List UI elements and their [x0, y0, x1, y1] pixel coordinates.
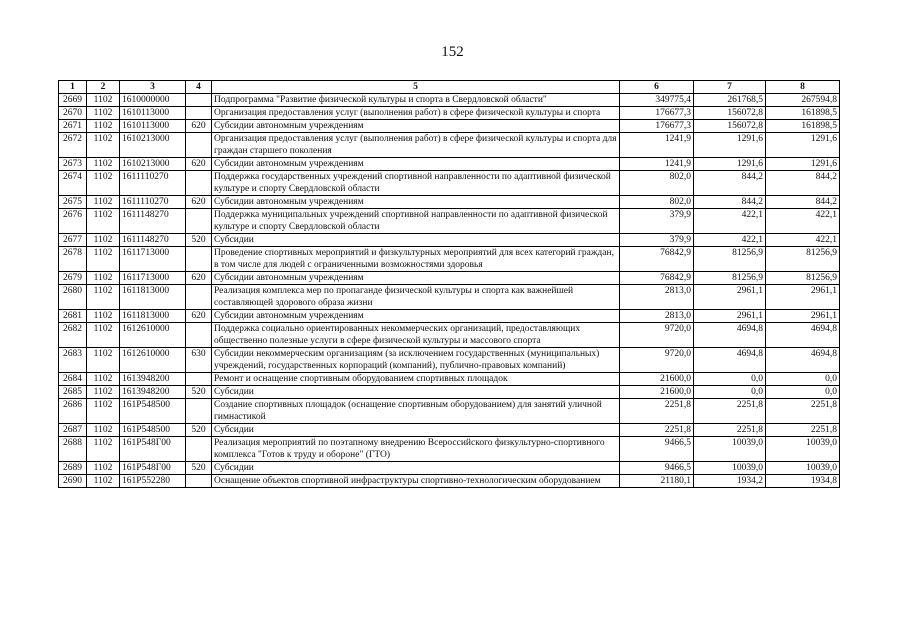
- section-code: 1102: [87, 158, 120, 171]
- item-name: Поддержка муниципальных учреждений спортивной направленности по адаптивной физической культуре и спорту Свердловской области: [212, 209, 620, 234]
- expense-type-code: [186, 209, 212, 234]
- row-number: 2678: [59, 247, 87, 272]
- amount-col-7: 1934,2: [694, 475, 766, 488]
- target-code: 161P548Г00: [120, 462, 186, 475]
- item-name: Организация предоставления услуг (выполнения работ) в сфере физической культуры и спорта для граждан старшего поколения: [212, 133, 620, 158]
- section-code: 1102: [87, 285, 120, 310]
- section-code: 1102: [87, 209, 120, 234]
- amount-col-6: 21180,1: [620, 475, 694, 488]
- table-row: [59, 171, 840, 196]
- item-name: Субсидии: [212, 234, 620, 247]
- amount-col-7: 4694,8: [694, 348, 766, 373]
- target-code: 1610213000: [120, 133, 186, 158]
- amount-col-6: 21600,0: [620, 373, 694, 386]
- amount-col-8: 1291,6: [766, 158, 840, 171]
- section-code: 1102: [87, 171, 120, 196]
- item-name: Субсидии автономным учреждениям: [212, 120, 620, 133]
- row-number: 2686: [59, 399, 87, 424]
- header-col-3: 3: [120, 81, 186, 94]
- amount-col-8: 2251,8: [766, 399, 840, 424]
- target-code: 1611148270: [120, 234, 186, 247]
- amount-col-6: 76842,9: [620, 247, 694, 272]
- amount-col-8: 10039,0: [766, 462, 840, 475]
- amount-col-8: 844,2: [766, 196, 840, 209]
- section-code: 1102: [87, 107, 120, 120]
- target-code: 1613948200: [120, 373, 186, 386]
- target-code: 1613948200: [120, 386, 186, 399]
- amount-col-7: 261768,5: [694, 94, 766, 107]
- amount-col-7: 81256,9: [694, 247, 766, 272]
- amount-col-7: 156072,8: [694, 120, 766, 133]
- amount-col-8: 2251,8: [766, 424, 840, 437]
- table-row: [59, 107, 840, 120]
- section-code: 1102: [87, 94, 120, 107]
- amount-col-6: 176677,3: [620, 120, 694, 133]
- expense-type-code: 630: [186, 348, 212, 373]
- row-number: 2674: [59, 171, 87, 196]
- item-name: Реализация комплекса мер по пропаганде физической культуры и спорта как важнейшей составляющей здорового образа жизни: [212, 285, 620, 310]
- amount-col-7: 2251,8: [694, 424, 766, 437]
- amount-col-7: 156072,8: [694, 107, 766, 120]
- row-number: 2670: [59, 107, 87, 120]
- target-code: 1610113000: [120, 107, 186, 120]
- row-number: 2688: [59, 437, 87, 462]
- amount-col-6: 9720,0: [620, 348, 694, 373]
- amount-col-6: 9466,5: [620, 437, 694, 462]
- header-col-4: 4: [186, 81, 212, 94]
- amount-col-8: 4694,8: [766, 323, 840, 348]
- amount-col-8: 1291,6: [766, 133, 840, 158]
- table-row: [59, 247, 840, 272]
- expense-type-code: [186, 285, 212, 310]
- item-name: Реализация мероприятий по поэтапному внедрению Всероссийского физкультурно-спортивного комплекса "Готов к труду и обороне" (ГТО): [212, 437, 620, 462]
- amount-col-6: 76842,9: [620, 272, 694, 285]
- table-row: [59, 348, 840, 373]
- header-col-6: 6: [620, 81, 694, 94]
- amount-col-8: 161898,5: [766, 120, 840, 133]
- section-code: 1102: [87, 348, 120, 373]
- header-col-5: 5: [212, 81, 620, 94]
- table-row: [59, 399, 840, 424]
- header-col-1: 1: [59, 81, 87, 94]
- table-row: [59, 373, 840, 386]
- table-row: [59, 437, 840, 462]
- section-code: 1102: [87, 323, 120, 348]
- expense-type-code: [186, 323, 212, 348]
- section-code: 1102: [87, 196, 120, 209]
- expense-type-code: 620: [186, 196, 212, 209]
- amount-col-6: 9720,0: [620, 323, 694, 348]
- target-code: 1610213000: [120, 158, 186, 171]
- row-number: 2682: [59, 323, 87, 348]
- amount-col-6: 379,9: [620, 209, 694, 234]
- section-code: 1102: [87, 424, 120, 437]
- expense-type-code: [186, 107, 212, 120]
- section-code: 1102: [87, 386, 120, 399]
- row-number: 2676: [59, 209, 87, 234]
- table-row: [59, 285, 840, 310]
- target-code: 1612610000: [120, 323, 186, 348]
- item-name: Создание спортивных площадок (оснащение спортивным оборудованием) для занятий уличной гимнастикой: [212, 399, 620, 424]
- section-code: 1102: [87, 373, 120, 386]
- table-row: [59, 133, 840, 158]
- amount-col-6: 2813,0: [620, 310, 694, 323]
- item-name: Субсидии: [212, 386, 620, 399]
- target-code: 1611148270: [120, 209, 186, 234]
- amount-col-8: 422,1: [766, 234, 840, 247]
- expense-type-code: 520: [186, 424, 212, 437]
- budget-table: [58, 80, 840, 488]
- amount-col-7: 1291,6: [694, 133, 766, 158]
- expense-type-code: 620: [186, 310, 212, 323]
- item-name: Субсидии: [212, 424, 620, 437]
- amount-col-6: 1241,9: [620, 158, 694, 171]
- amount-col-6: 2251,8: [620, 424, 694, 437]
- page-number: 152: [441, 44, 464, 60]
- amount-col-8: 10039,0: [766, 437, 840, 462]
- amount-col-7: 2961,1: [694, 285, 766, 310]
- amount-col-8: 2961,1: [766, 285, 840, 310]
- amount-col-7: 844,2: [694, 196, 766, 209]
- section-code: 1102: [87, 133, 120, 158]
- amount-col-6: 21600,0: [620, 386, 694, 399]
- amount-col-8: 422,1: [766, 209, 840, 234]
- amount-col-8: 81256,9: [766, 272, 840, 285]
- section-code: 1102: [87, 437, 120, 462]
- amount-col-6: 2251,8: [620, 399, 694, 424]
- amount-col-8: 1934,8: [766, 475, 840, 488]
- table-row: [59, 323, 840, 348]
- table-row: [59, 462, 840, 475]
- expense-type-code: 620: [186, 158, 212, 171]
- target-code: 1611110270: [120, 196, 186, 209]
- expense-type-code: 620: [186, 120, 212, 133]
- table-row: [59, 475, 840, 488]
- target-code: 161P548500: [120, 399, 186, 424]
- amount-col-7: 1291,6: [694, 158, 766, 171]
- row-number: 2669: [59, 94, 87, 107]
- header-col-8: 8: [766, 81, 840, 94]
- expense-type-code: [186, 475, 212, 488]
- item-name: Проведение спортивных мероприятий и физкультурных мероприятий для всех категорий граждан, в том числе для людей с ограниченными возможностями здоровья: [212, 247, 620, 272]
- table-row: [59, 196, 840, 209]
- item-name: Субсидии автономным учреждениям: [212, 272, 620, 285]
- table-row: [59, 209, 840, 234]
- row-number: 2684: [59, 373, 87, 386]
- amount-col-8: 4694,8: [766, 348, 840, 373]
- row-number: 2681: [59, 310, 87, 323]
- amount-col-7: 2961,1: [694, 310, 766, 323]
- amount-col-8: 81256,9: [766, 247, 840, 272]
- row-number: 2673: [59, 158, 87, 171]
- row-number: 2675: [59, 196, 87, 209]
- item-name: Ремонт и оснащение спортивным оборудованием спортивных площадок: [212, 373, 620, 386]
- section-code: 1102: [87, 399, 120, 424]
- target-code: 1610113000: [120, 120, 186, 133]
- amount-col-8: 0,0: [766, 386, 840, 399]
- table-header-row: [59, 81, 840, 94]
- row-number: 2671: [59, 120, 87, 133]
- section-code: 1102: [87, 247, 120, 272]
- target-code: 161P548500: [120, 424, 186, 437]
- expense-type-code: 520: [186, 234, 212, 247]
- table-row: [59, 234, 840, 247]
- expense-type-code: 620: [186, 272, 212, 285]
- amount-col-6: 1241,9: [620, 133, 694, 158]
- table-row: [59, 272, 840, 285]
- amount-col-7: 4694,8: [694, 323, 766, 348]
- row-number: 2685: [59, 386, 87, 399]
- section-code: 1102: [87, 475, 120, 488]
- expense-type-code: [186, 373, 212, 386]
- row-number: 2683: [59, 348, 87, 373]
- amount-col-8: 2961,1: [766, 310, 840, 323]
- target-code: 161P548Г00: [120, 437, 186, 462]
- row-number: 2672: [59, 133, 87, 158]
- row-number: 2690: [59, 475, 87, 488]
- amount-col-7: 0,0: [694, 386, 766, 399]
- expense-type-code: [186, 133, 212, 158]
- expense-type-code: [186, 171, 212, 196]
- item-name: Субсидии некоммерческим организациям (за исключением государственных (муниципальных) учреждений, государственных корпораций (компаний), публично-правовых компаний): [212, 348, 620, 373]
- amount-col-7: 81256,9: [694, 272, 766, 285]
- amount-col-8: 0,0: [766, 373, 840, 386]
- amount-col-6: 2813,0: [620, 285, 694, 310]
- item-name: Субсидии автономным учреждениям: [212, 158, 620, 171]
- section-code: 1102: [87, 272, 120, 285]
- table-row: [59, 310, 840, 323]
- table-row: [59, 158, 840, 171]
- item-name: Подпрограмма "Развитие физической культуры и спорта в Свердловской области": [212, 94, 620, 107]
- table-row: [59, 94, 840, 107]
- amount-col-8: 267594,8: [766, 94, 840, 107]
- section-code: 1102: [87, 462, 120, 475]
- item-name: Субсидии: [212, 462, 620, 475]
- amount-col-7: 844,2: [694, 171, 766, 196]
- item-name: Субсидии автономным учреждениям: [212, 310, 620, 323]
- expense-type-code: [186, 94, 212, 107]
- target-code: 1612610000: [120, 348, 186, 373]
- table-row: [59, 120, 840, 133]
- target-code: 161P552280: [120, 475, 186, 488]
- header-col-7: 7: [694, 81, 766, 94]
- row-number: 2687: [59, 424, 87, 437]
- amount-col-8: 844,2: [766, 171, 840, 196]
- item-name: Субсидии автономным учреждениям: [212, 196, 620, 209]
- expense-type-code: [186, 399, 212, 424]
- target-code: 1610000000: [120, 94, 186, 107]
- amount-col-7: 10039,0: [694, 462, 766, 475]
- expense-type-code: [186, 437, 212, 462]
- amount-col-7: 0,0: [694, 373, 766, 386]
- item-name: Поддержка социально ориентированных некоммерческих организаций, предоставляющих общественно полезные услуги в сфере физической культуры и массового спорта: [212, 323, 620, 348]
- section-code: 1102: [87, 310, 120, 323]
- amount-col-7: 422,1: [694, 209, 766, 234]
- item-name: Поддержка государственных учреждений спортивной направленности по адаптивной физической культуре и спорту Свердловской области: [212, 171, 620, 196]
- row-number: 2689: [59, 462, 87, 475]
- section-code: 1102: [87, 234, 120, 247]
- amount-col-6: 802,0: [620, 196, 694, 209]
- section-code: 1102: [87, 120, 120, 133]
- item-name: Организация предоставления услуг (выполнения работ) в сфере физической культуры и спорта: [212, 107, 620, 120]
- expense-type-code: 520: [186, 386, 212, 399]
- expense-type-code: [186, 247, 212, 272]
- amount-col-7: 422,1: [694, 234, 766, 247]
- amount-col-8: 161898,5: [766, 107, 840, 120]
- amount-col-7: 10039,0: [694, 437, 766, 462]
- target-code: 1611713000: [120, 247, 186, 272]
- expense-type-code: 520: [186, 462, 212, 475]
- amount-col-6: 9466,5: [620, 462, 694, 475]
- target-code: 1611110270: [120, 171, 186, 196]
- amount-col-6: 176677,3: [620, 107, 694, 120]
- target-code: 1611713000: [120, 272, 186, 285]
- amount-col-7: 2251,8: [694, 399, 766, 424]
- row-number: 2679: [59, 272, 87, 285]
- target-code: 1611813000: [120, 310, 186, 323]
- table-row: [59, 386, 840, 399]
- amount-col-6: 349775,4: [620, 94, 694, 107]
- amount-col-6: 802,0: [620, 171, 694, 196]
- row-number: 2680: [59, 285, 87, 310]
- item-name: Оснащение объектов спортивной инфраструктуры спортивно-технологическим оборудованием: [212, 475, 620, 488]
- header-col-2: 2: [87, 81, 120, 94]
- target-code: 1611813000: [120, 285, 186, 310]
- table-row: [59, 424, 840, 437]
- row-number: 2677: [59, 234, 87, 247]
- amount-col-6: 379,9: [620, 234, 694, 247]
